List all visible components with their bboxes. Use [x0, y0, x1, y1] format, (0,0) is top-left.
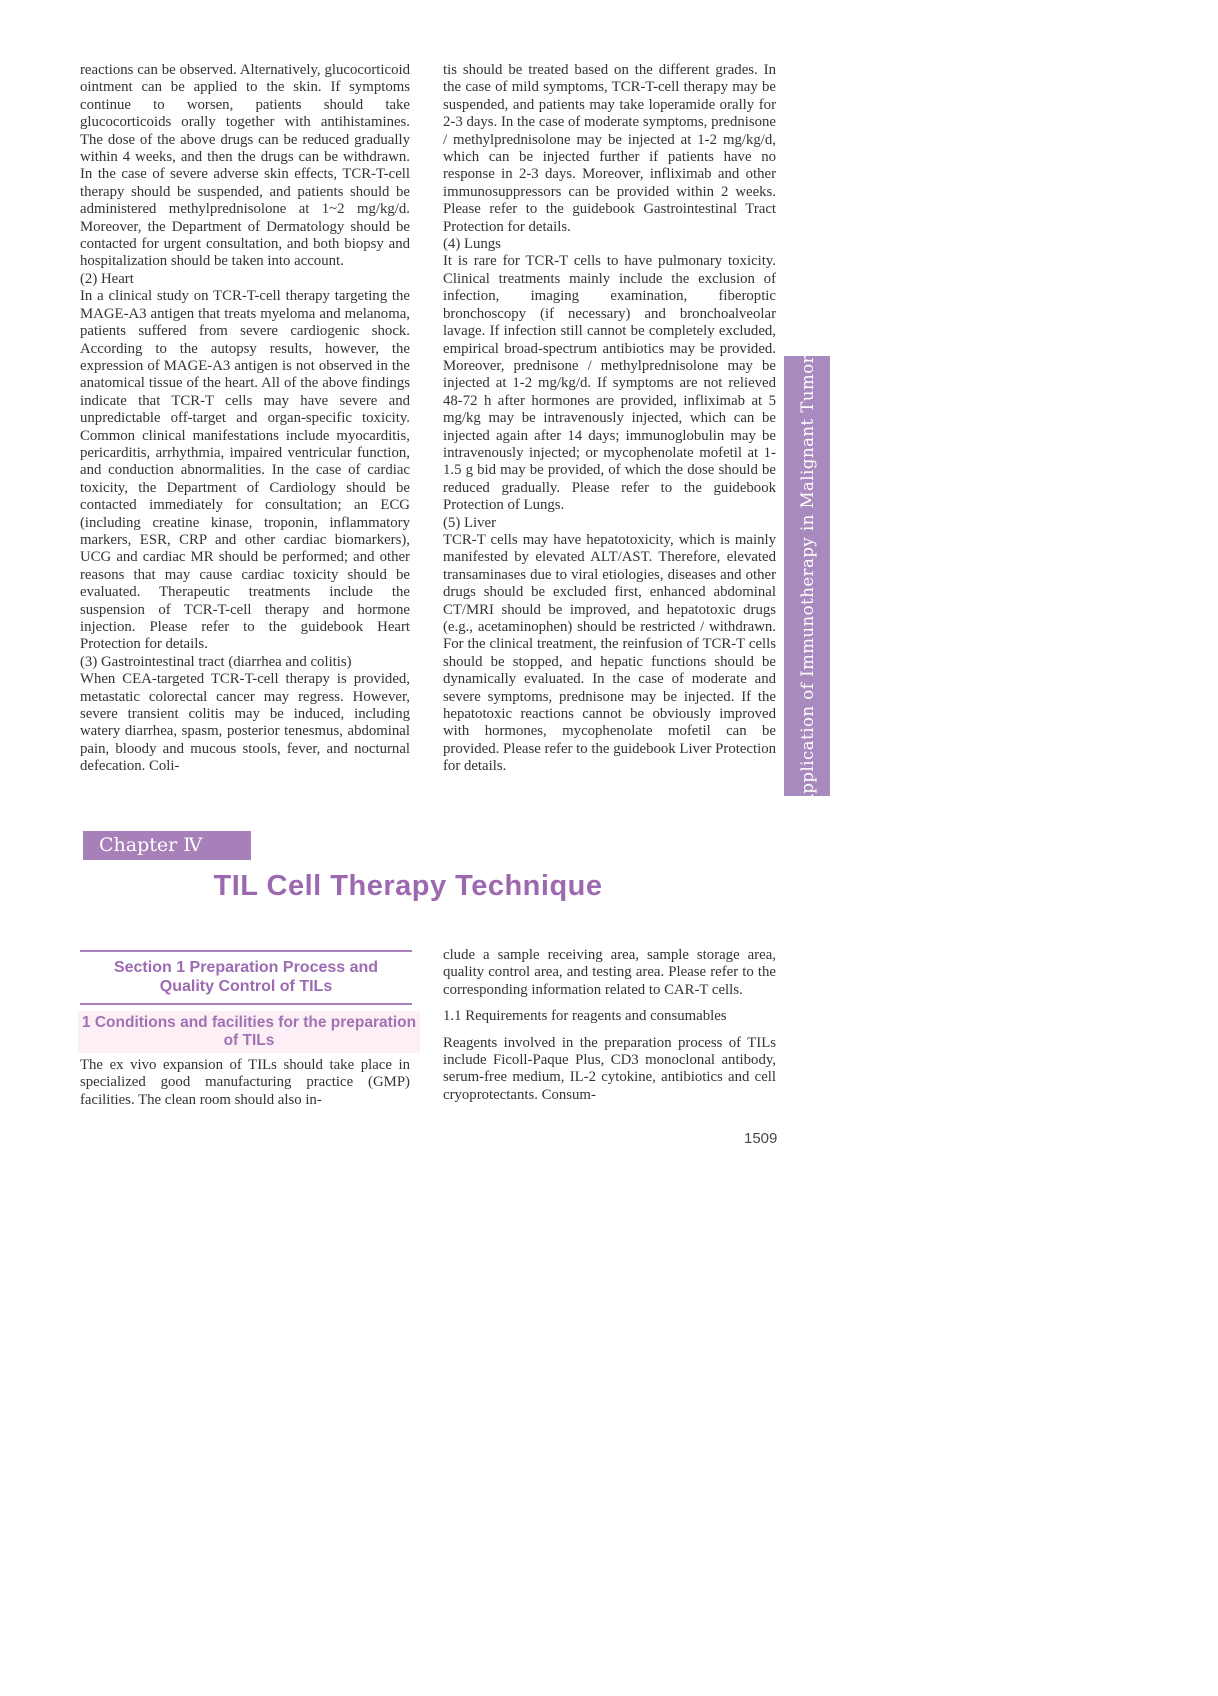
subheading-reagents-consumables: 1.1 Requirements for reagents and consumables: [443, 1008, 727, 1025]
paragraph-liver: TCR-T cells may have hepatotoxicity, which is mainly manifested by elevated ALT/AST. Therefore, elevated transaminases due to viral etiologies, diseases and other drugs should be excluded first, enhanced abdominal CT/MRI should be improved, and hepatotoxic drugs (e.g., acetaminophen) should be restricted / withdrawn. For the clinical treatment, the reinfusion of TCR-T cells should be stopped, and hepatic functions should be dynamically evaluated. In the case of moderate and severe symptoms, prednisone may be injected. If the hepatotoxic reactions cannot be obviously improved with hormones, mycophenolate mofetil can be provided. Please refer to the guidebook Liver Protection for details.: [443, 531, 776, 775]
page-number: 1509: [744, 1130, 778, 1147]
paragraph-gmp-facilities: The ex vivo expansion of TILs should take place in specialized good manufacturing practice (GMP) facilities. The clean room should also in-: [80, 1057, 410, 1108]
subheading-gastrointestinal: (3) Gastrointestinal tract (diarrhea and colitis): [80, 653, 352, 670]
chapter-title: TIL Cell Therapy Technique: [213, 870, 603, 902]
section-heading: Section 1 Preparation Process and Quality Control of TILs: [80, 950, 412, 1005]
bottom-right-column: [443, 947, 776, 1104]
subheading-lungs: (4) Lungs: [443, 236, 501, 253]
paragraph-heart: In a clinical study on TCR-T-cell therapy targeting the MAGE-A3 antigen that treats myeloma and melanoma, patients suffered from severe cardiogenic shock. According to the autopsy results, however, the expression of MAGE-A3 antigen is not observed in the anatomical tissue of the heart. All of the above findings indicate that TCR-T cells may have severe and unpredictable off-target and organ-specific toxicity. Common clinical manifestations include myocarditis, pericarditis, arrhythmia, impaired ventricular function, and conduction abnormalities. In the case of cardiac toxicity, the Department of Cardiology should be contacted immediately for consultation; an ECG (including creatine kinase, troponin, inflammatory markers, ESR, CRP and other cardiac biomarkers), UCG and cardiac MR should be performed; and other reasons that may cause cardiac toxicity should be evaluated. Therapeutic treatments include the suspension of TCR-T-cell therapy and hormone injection. Please refer to the guidebook Heart Protection for details.: [80, 288, 410, 653]
chapter-edge-tab-label: Application of Immunotherapy in Malignant Tumors: [797, 345, 817, 807]
chapter-edge-tab: [784, 345, 830, 807]
paragraph-colitis-treatment: tis should be treated based on the different grades. In the case of mild symptoms, TCR-T-cell therapy may be suspended, and patients may take loperamide orally for 2-3 days. In the case of moderate symptoms, prednisone / methylprednisolone may be injected at 1-2 mg/kg/d, which can be injected further if patients have no response in 2-3 days. Moreover, infliximab and other immunosuppressors can be provided within 2 weeks. Please refer to the guidebook Gastrointestinal Tract Protection for details.: [443, 62, 776, 235]
subheading-liver: (5) Liver: [443, 514, 496, 531]
subheading-heart: (2) Heart: [80, 270, 134, 287]
paragraph-reagents: Reagents involved in the preparation process of TILs include Ficoll-Paque Plus, CD3 monoclonal antibody, serum-free medium, IL-2 cytokine, antibiotics and cell cryoprotectants. Consum-: [443, 1034, 776, 1103]
chapter-number-box: Chapter Ⅳ: [83, 831, 251, 860]
paragraph-lungs: It is rare for TCR-T cells to have pulmonary toxicity. Clinical treatments mainly include the exclusion of infection, imaging examination, fiberoptic bronchoscopy (if necessary) and bronchoalveolar lavage. If infection still cannot be completely excluded, empirical broad-spectrum antibiotics may be provided. Moreover, prednisone / methylprednisolone may be injected at 1-2 mg/kg/d. If symptoms are not relieved 48-72 h after hormones are provided, infliximab at 5 mg/kg may be intravenously injected, which can be injected again after 14 days; immunoglobulin may be intravenously injected; or mycophenolate mofetil at 1-1.5 g bid may be provided, of which the dose should be reduced gradually. Please refer to the guidebook Protection of Lungs.: [443, 253, 776, 514]
paragraph-clean-room-areas: clude a sample receiving area, sample storage area, quality control area, and testing area. Please refer to the corresponding information related to CAR-T cells.: [443, 947, 776, 998]
paragraph-skin-reactions: reactions can be observed. Alternatively, glucocorticoid ointment can be applied to the skin. If symptoms continue to worsen, patients should take glucocorticoids orally together with antihistamines. The dose of the above drugs can be reduced gradually within 4 weeks, and then the drugs can be withdrawn. In the case of severe adverse skin effects, TCR-T-cell therapy should be suspended, and patients should be administered methylprednisolone at 1~2 mg/kg/d. Moreover, the Department of Dermatology should be contacted for urgent consultation, and both biopsy and hospitalization should be taken into account.: [80, 62, 410, 270]
top-right-column: [443, 62, 776, 776]
paragraph-gastrointestinal: When CEA-targeted TCR-T-cell therapy is provided, metastatic colorectal cancer may regress. However, severe transient colitis may be induced, including watery diarrhea, spasm, posterior tenesmus, abdominal pain, bloody and mucous stools, fever, and nocturnal defecation. Coli-: [80, 671, 410, 775]
top-left-column: [80, 62, 410, 776]
subsection-heading: 1 Conditions and facilities for the preparation of TILs: [78, 1011, 420, 1053]
bottom-left-column: [80, 1057, 410, 1109]
